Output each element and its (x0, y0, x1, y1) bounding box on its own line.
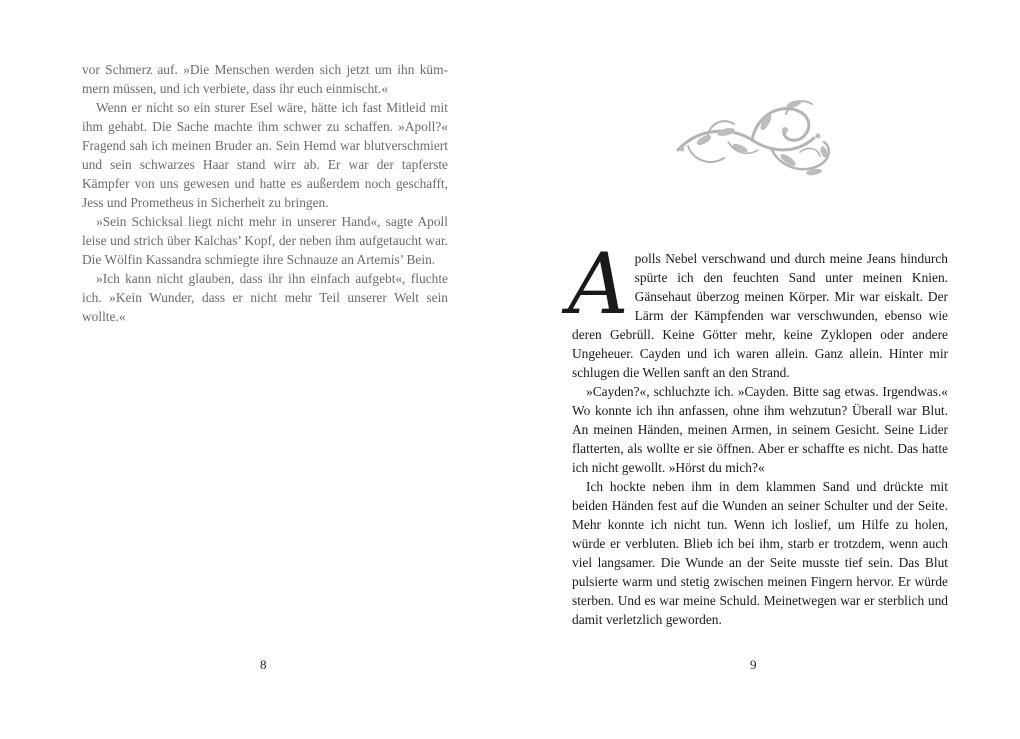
acanthus-flourish-icon (668, 92, 838, 187)
paragraph: »Sein Schicksal liegt nicht mehr in unserer Hand«, sagte Apoll leise und strich über Kalchas’ Kopf, der neben ihm aufgetaucht war. Die Wölfin Kassandra schmiegte ihre Schnauze an Artemis’ Bein. (82, 214, 448, 267)
paragraph: Wenn er nicht so ein sturer Esel wäre, hätte ich fast Mitleid mit ihm gehabt. Die Sache machte ihm schwer zu schaffen. »Apoll?« Fragend sah ich meinen Bruder an. Sein Hemd war blutverschmiert und sein schwarzes Haar stand wirr ab. Er war der tapferste Kämpfer von uns gewesen und hatte es außerdem noch geschafft, Jess und Prometheus in Sicherheit zu bringen. (82, 100, 448, 210)
page-number: 9 (750, 657, 757, 672)
paragraph: polls Nebel verschwand und durch meine Jeans hindurch spürte ich den feuchten Sand unter meinen Knien. Gänsehaut überzog meinen Körper. Mir war eiskalt. Der Lärm der Kämpfenden war verschwunden, ebenso wie deren Gebrüll. Keine Götter mehr, keine Zyklopen oder andere Ungeheuer. Cayden und ich waren allein. Ganz allein. Hinter mir schlugen die Wellen sanft an den Strand. (572, 251, 948, 380)
page-number: 8 (260, 657, 267, 672)
left-page-body (82, 60, 448, 326)
paragraph: »Ich kann nicht glauben, dass ihr ihn einfach aufgebt«, fluchte ich. »Kein Wunder, dass er nicht mehr Teil unserer Welt sein wollte.« (82, 271, 448, 324)
paragraph: Ich hockte neben ihm in dem klammen Sand und drückte mit beiden Händen fest auf die Wunden an seiner Schulter und der Seite. Mehr konnte ich nicht tun. Wenn ich loslief, um Hilfe zu holen, würde er verbluten. Blieb ich bei ihm, starb er trotzdem, wenn auch viel langsamer. Die Wunde an der Seite musste tief sein. Das Blut pulsierte warm und stetig zwischen meinen Fingern hervor. Er würde sterben. Und es war meine Schuld. Meinetwegen war er sterblich und damit verletzlich geworden. (572, 479, 948, 627)
right-page-body (568, 235, 948, 629)
paragraph: vor Schmerz auf. »Die Menschen werden sich jetzt um ihn kümmern müssen, und ich verbiete, dass ihr euch einmischt.« (82, 62, 448, 96)
right-page (510, 0, 1020, 739)
paragraph: »Cayden?«, schluchzte ich. »Cayden. Bitte sag etwas. Irgendwas.« Wo konnte ich ihn anfassen, ohne ihm wehzutun? Überall war Blut. An meinen Händen, meinen Armen, in seinem Gesicht. Seine Lider flatterten, als wollte er sie öffnen. Aber er schaffte es nicht. Das hatte ich nicht gewollt. »Hörst du mich?« (572, 384, 948, 475)
drop-cap: A (568, 235, 629, 333)
